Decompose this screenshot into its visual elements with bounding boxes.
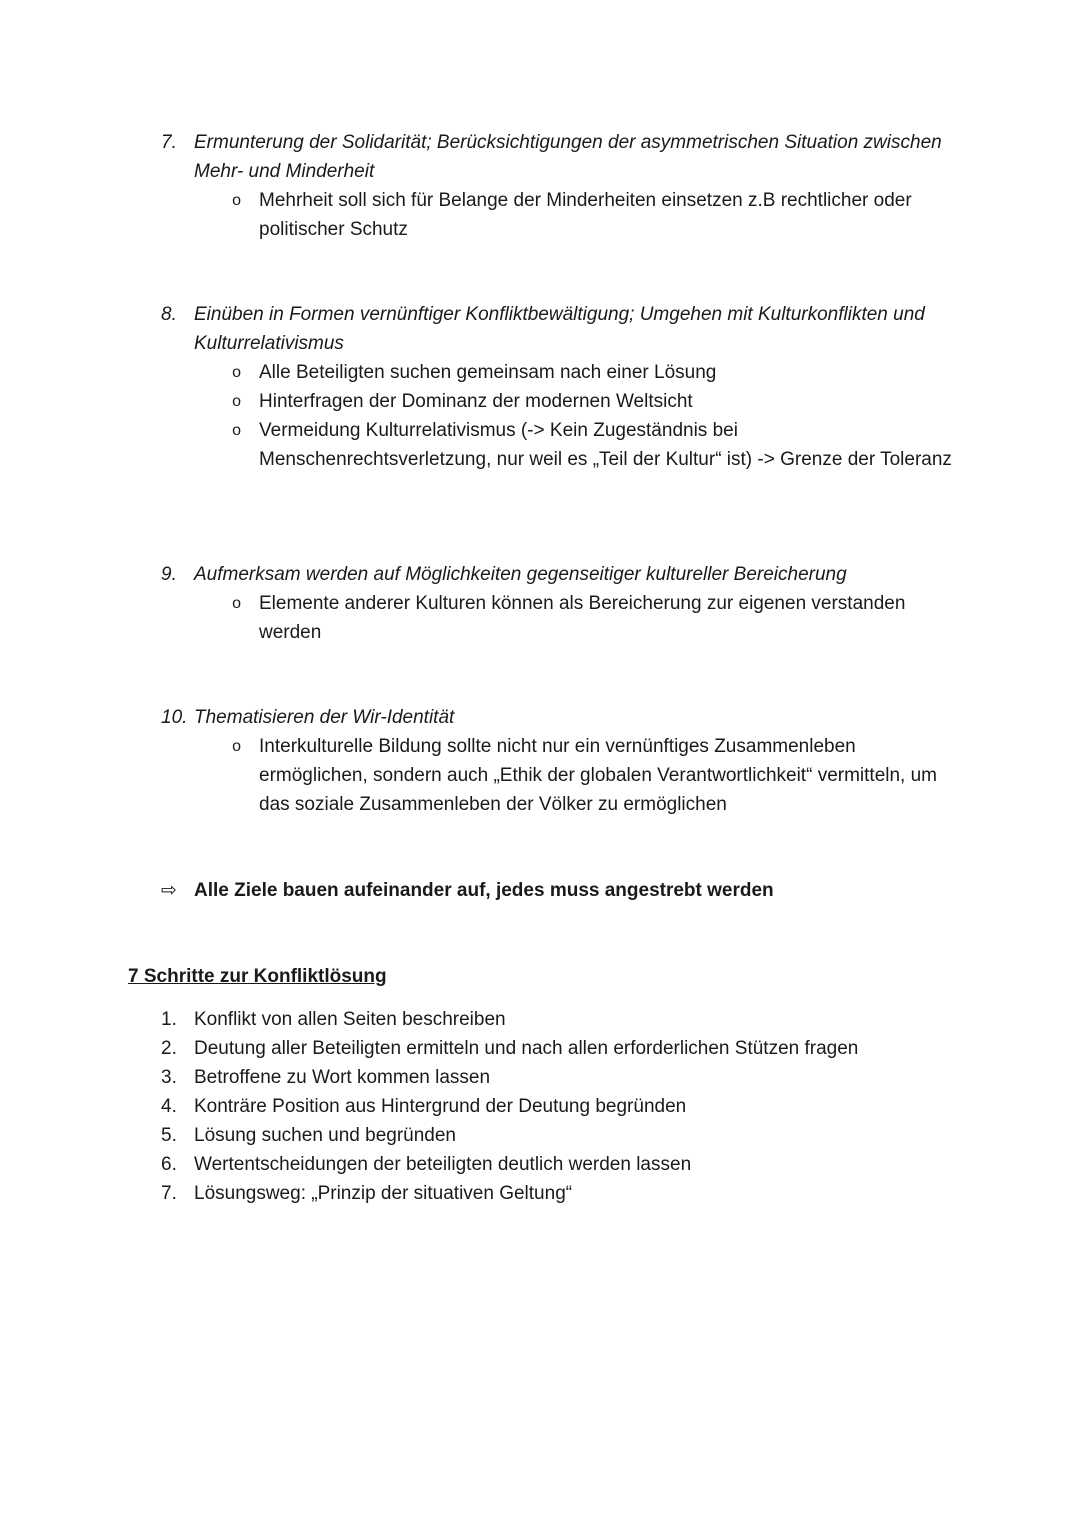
goal-number: 8. [161, 304, 177, 325]
bullet-item [161, 387, 961, 416]
bullet-icon: o [232, 738, 241, 755]
bullet-icon: o [232, 192, 241, 209]
list-item [161, 1179, 858, 1208]
steps-list [161, 1005, 858, 1208]
list-item [161, 1063, 858, 1092]
bullet-item [161, 358, 961, 387]
bullet-text: Vermeidung Kulturrelativismus (-> Kein Zugeständnis bei Menschenrechtsverletzung, nur weil es „Teil der Kultur“ ist) -> Grenze der Toleranz [259, 420, 952, 470]
bullet-item [161, 589, 961, 647]
goal-10 [161, 703, 961, 819]
step-text: Betroffene zu Wort kommen lassen [194, 1067, 491, 1088]
bullet-icon: o [232, 364, 241, 381]
goal-9 [161, 560, 961, 647]
step-number: 6. [161, 1154, 177, 1175]
bullet-icon: o [232, 595, 241, 612]
goal-heading [161, 560, 961, 589]
bullet-icon: o [232, 393, 241, 410]
bullet-text: Alle Beteiligten suchen gemeinsam nach einer Lösung [259, 362, 717, 383]
goal-bullets [161, 186, 961, 244]
step-text: Lösungsweg: „Prinzip der situativen Geltung“ [194, 1183, 573, 1204]
goal-8 [161, 300, 961, 474]
goal-7 [161, 128, 961, 244]
goal-title: Ermunterung der Solidarität; Berücksichtigungen der asymmetrischen Situation zwischen Mehr- und Minderheit [194, 132, 942, 182]
goal-number: 10. [161, 707, 188, 728]
list-item [161, 1092, 858, 1121]
bullet-item [161, 732, 961, 819]
goal-number: 9. [161, 564, 177, 585]
section-title: 7 Schritte zur Konfliktlösung [128, 966, 387, 987]
goal-bullets [161, 358, 961, 474]
bullet-text: Interkulturelle Bildung sollte nicht nur ein vernünftiges Zusammenleben ermöglichen, sondern auch „Ethik der globalen Verantwortlichkeit“ vermitteln, um das soziale Zusammenleben der Völker zu ermöglichen [259, 736, 937, 815]
step-number: 4. [161, 1096, 177, 1117]
goal-bullets [161, 589, 961, 647]
conclusion [161, 876, 774, 905]
step-text: Lösung suchen und begründen [194, 1125, 457, 1146]
goal-bullets [161, 732, 961, 819]
goal-title: Aufmerksam werden auf Möglichkeiten gegenseitiger kultureller Bereicherung [194, 564, 847, 585]
list-item [161, 1005, 858, 1034]
goal-heading [161, 128, 961, 186]
goal-title: Thematisieren der Wir-Identität [194, 707, 455, 728]
list-item [161, 1121, 858, 1150]
step-text: Wertentscheidungen der beteiligten deutlich werden lassen [194, 1154, 692, 1175]
bullet-text: Mehrheit soll sich für Belange der Minderheiten einsetzen z.B rechtlicher oder politischer Schutz [259, 190, 912, 240]
step-text: Deutung aller Beteiligten ermitteln und nach allen erforderlichen Stützen fragen [194, 1038, 859, 1059]
step-number: 2. [161, 1038, 177, 1059]
bullet-item [161, 186, 961, 244]
goal-title: Einüben in Formen vernünftiger Konfliktbewältigung; Umgehen mit Kulturkonflikten und Kulturrelativismus [194, 304, 925, 354]
conclusion-text: Alle Ziele bauen aufeinander auf, jedes muss angestrebt werden [194, 880, 774, 901]
list-item [161, 1150, 858, 1179]
bullet-icon: o [232, 422, 241, 439]
arrow-right-icon: ⇨ [161, 880, 177, 901]
goal-heading [161, 300, 961, 358]
step-number: 7. [161, 1183, 177, 1204]
step-text: Konflikt von allen Seiten beschreiben [194, 1009, 506, 1030]
step-number: 3. [161, 1067, 177, 1088]
bullet-text: Elemente anderer Kulturen können als Bereicherung zur eigenen verstanden werden [259, 593, 906, 643]
goal-number: 7. [161, 132, 177, 153]
step-text: Konträre Position aus Hintergrund der Deutung begründen [194, 1096, 687, 1117]
list-item [161, 1034, 858, 1063]
bullet-text: Hinterfragen der Dominanz der modernen Weltsicht [259, 391, 693, 412]
bullet-item [161, 416, 961, 474]
goal-heading [161, 703, 961, 732]
step-number: 5. [161, 1125, 177, 1146]
step-number: 1. [161, 1009, 177, 1030]
